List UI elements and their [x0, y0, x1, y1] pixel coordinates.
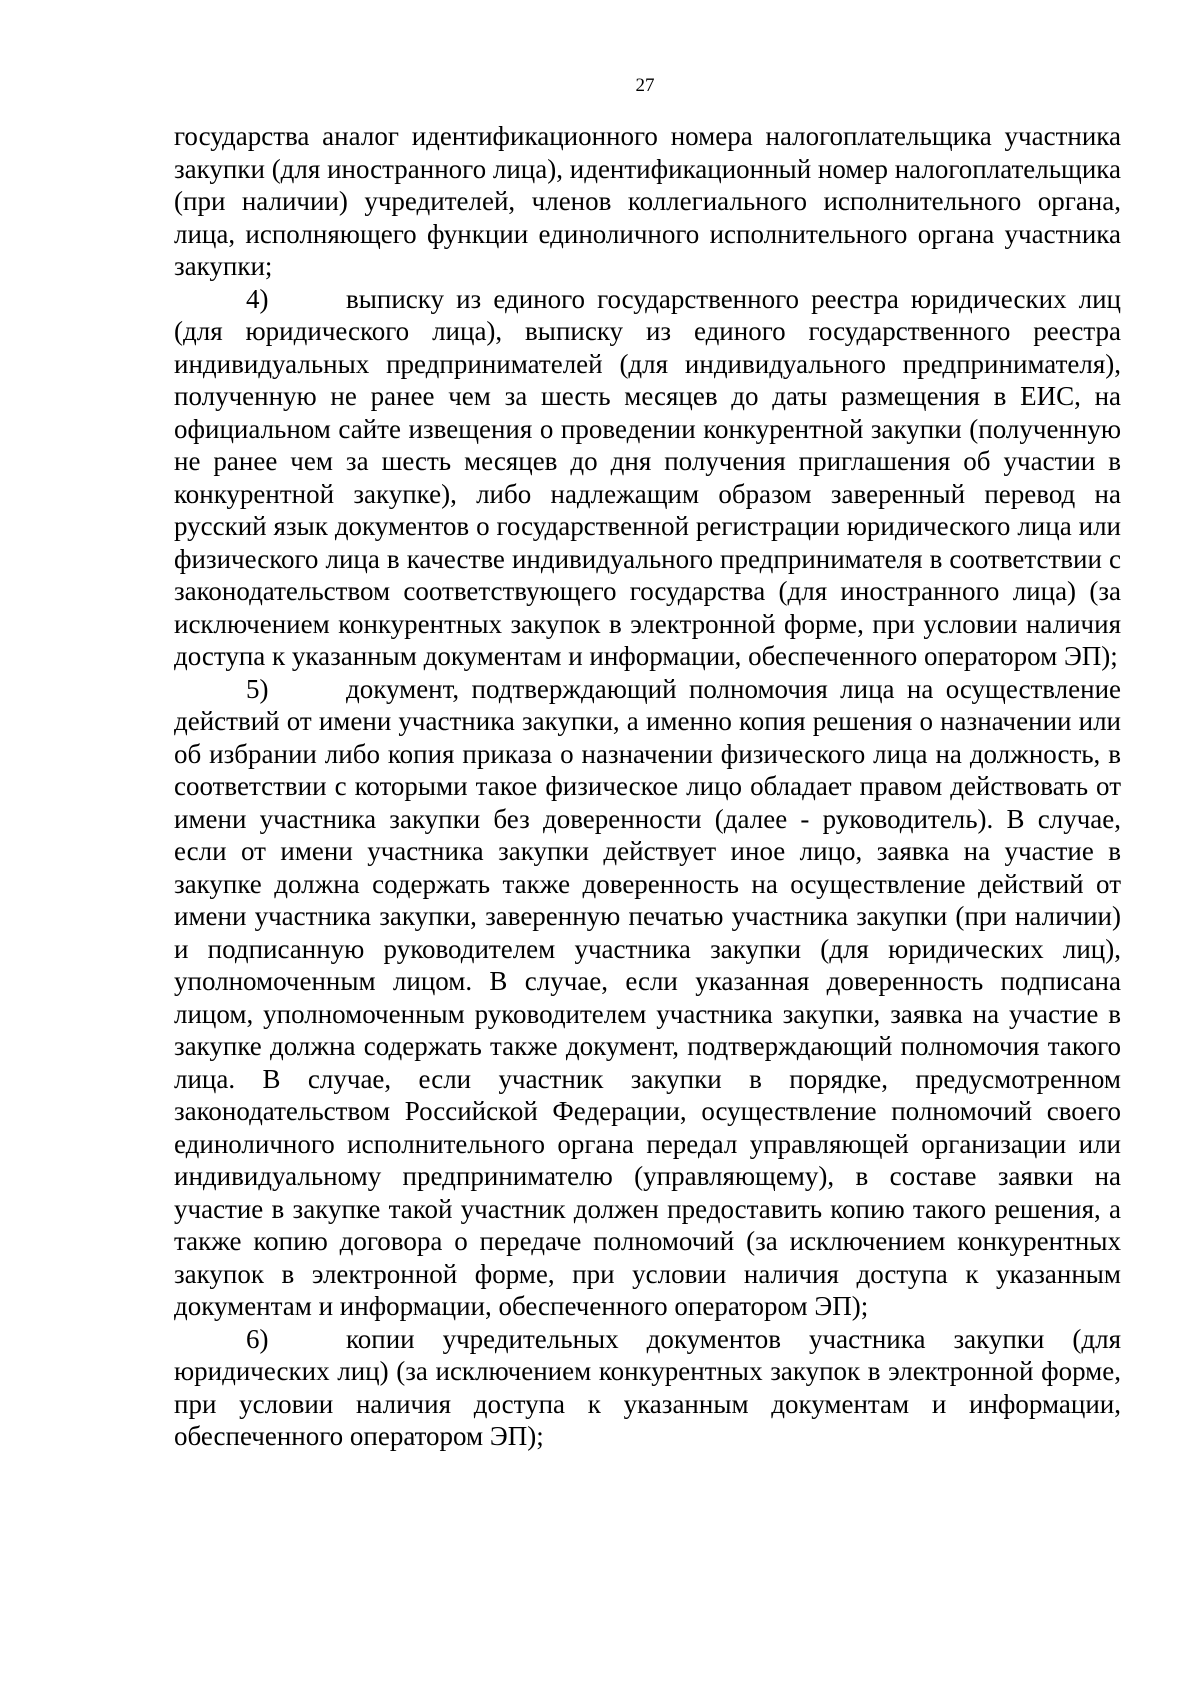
page-number: 27	[635, 75, 655, 96]
list-item-5	[174, 673, 1121, 1323]
list-item-4	[174, 283, 1121, 673]
list-item-text: копии учредительных документов участника закупки (для юридических лиц) (за исключением конкурентных закупок в электронной форме, при условии наличия доступа к указанным документам и информации, обеспеченного оператором ЭП);	[174, 1323, 1121, 1451]
document-body	[174, 120, 1121, 1453]
list-item-text: документ, подтверждающий полномочия лица на осуществление действий от имени участника закупки, а именно копия решения о назначении или об избрании либо копия приказа о назначении физического лица на должность, в соответствии с которыми такое физическое лицо обладает правом действовать от имени участника закупки без доверенности (далее - руководитель). В случае, если от имени участника закупки действует иное лицо, заявка на участие в закупке должна содержать также доверенность на осуществление действий от имени участника закупки, заверенную печатью участника закупки (при наличии) и подписанную руководителем участника закупки (для юридических лиц), уполномоченным лицом. В случае, если указанная доверенность подписана лицом, уполномоченным руководителем участника закупки, заявка на участие в закупке должна содержать также документ, подтверждающий полномочия такого лица. В случае, если участник закупки в порядке, предусмотренном законодательством Российской Федерации, осуществление полномочий своего единоличного исполнительного органа передал управляющей организации или индивидуальному предпринимателю (управляющему), в составе заявки на участие в закупке такой участник должен предоставить копию такого решения, а также копию договора о передаче полномочий (за исключением конкурентных закупок в электронной форме, при условии наличия доступа к указанным документам и информации, обеспеченного оператором ЭП);	[174, 673, 1121, 1321]
list-item-text: выписку из единого государственного реестра юридических лиц (для юридического лица), выписку из единого государственного реестра индивидуальных предпринимателей (для индивидуального предпринимателя), полученную не ранее чем за шесть месяцев до даты размещения в ЕИС, на официальном сайте извещения о проведении конкурентной закупки (полученную не ранее чем за шесть месяцев до дня получения приглашения об участии в конкурентной закупке), либо надлежащим образом заверенный перевод на русский язык документов о государственной регистрации юридического лица или физического лица в качестве индивидуального предпринимателя в соответствии с законодательством соответствующего государства (для иностранного лица) (за исключением конкурентных закупок в электронной форме, при условии наличия доступа к указанным документам и информации, обеспеченного оператором ЭП);	[174, 283, 1121, 671]
paragraph-continuation	[174, 120, 1121, 283]
paragraph-text: государства аналог идентификационного номера налогоплательщика участника закупки (для иностранного лица), идентификационный номер налогоплательщика (при наличии) учредителей, членов коллегиального исполнительного органа, лица, исполняющего функции единоличного исполнительного органа участника закупки;	[174, 121, 1121, 281]
list-item-number: 6)	[246, 1323, 269, 1354]
list-item-6	[174, 1323, 1121, 1453]
list-item-number: 5)	[246, 673, 269, 704]
list-item-number: 4)	[246, 283, 269, 314]
